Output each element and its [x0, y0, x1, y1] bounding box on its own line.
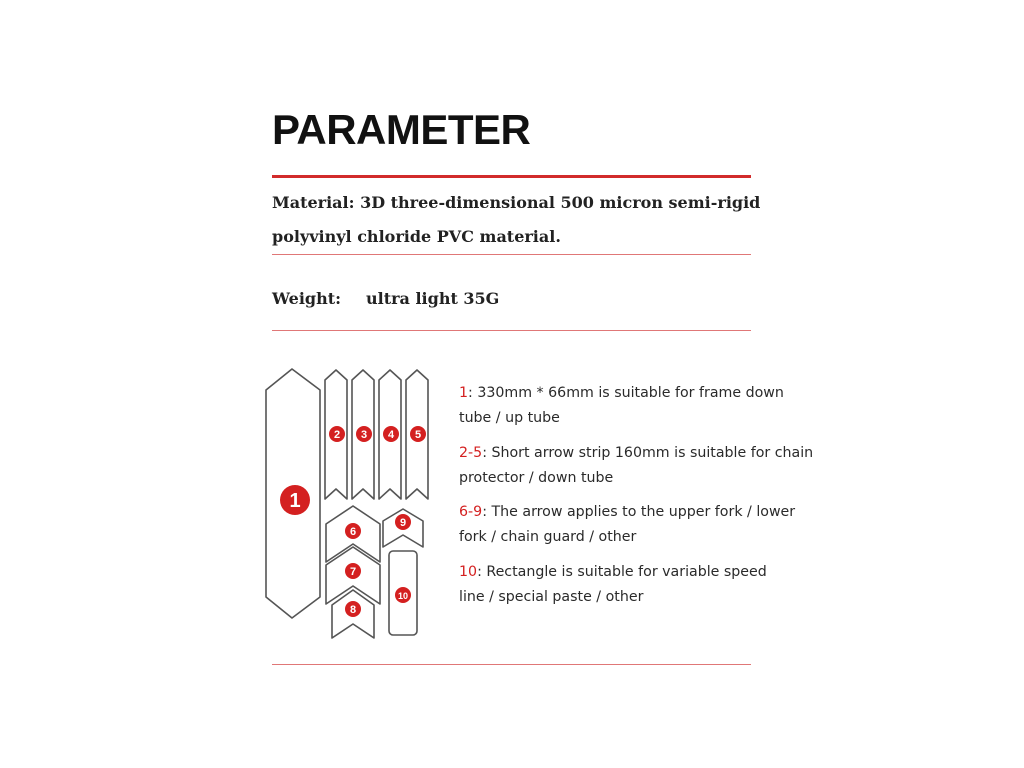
badge-label-10: 10 [397, 591, 409, 601]
description-2 [459, 441, 814, 491]
description-3-text-2: fork / chain guard / other [459, 529, 637, 545]
badge-label-5: 5 [414, 429, 422, 441]
description-1-text-2: tube / up tube [459, 410, 560, 426]
badge-label-3: 3 [360, 429, 368, 441]
description-4-text-2: line / special paste / other [459, 589, 644, 605]
description-4-text-1: : Rectangle is suitable for variable speed [477, 564, 767, 580]
badge-label-7: 7 [349, 566, 357, 578]
description-3-text-1: : The arrow applies to the upper fork / lower [482, 504, 796, 520]
badge-label-6: 6 [349, 526, 357, 538]
material-divider [272, 254, 751, 255]
description-1-text-1: : 330mm * 66mm is suitable for frame down [468, 385, 784, 401]
description-2-text-1: : Short arrow strip 160mm is suitable for chain [482, 445, 814, 461]
description-2-text-2: protector / down tube [459, 470, 614, 486]
weight-label: Weight: [272, 289, 342, 308]
weight-divider [272, 330, 751, 331]
badge-label-2: 2 [333, 429, 341, 441]
description-3-num: 6-9 [459, 504, 483, 520]
material-line-2: polyvinyl chloride PVC material. [272, 227, 561, 246]
badge-label-1: 1 [289, 490, 301, 512]
weight-value: ultra light 35G [366, 289, 500, 308]
bottom-divider [272, 664, 751, 665]
badge-label-8: 8 [349, 604, 357, 616]
material-line-1: Material: 3D three-dimensional 500 micron semi-rigid [272, 193, 761, 212]
protector-shapes-diagram [262, 364, 442, 646]
badge-label-9: 9 [399, 517, 407, 529]
description-1 [459, 381, 799, 431]
description-2-num: 2-5 [459, 445, 483, 461]
title-divider [272, 175, 751, 178]
description-4-num: 10 [459, 564, 478, 580]
description-1-num: 1 [459, 385, 469, 401]
page-title: PARAMETER [272, 106, 531, 153]
description-3 [459, 500, 799, 550]
description-4 [459, 560, 799, 610]
badge-label-4: 4 [387, 429, 395, 441]
